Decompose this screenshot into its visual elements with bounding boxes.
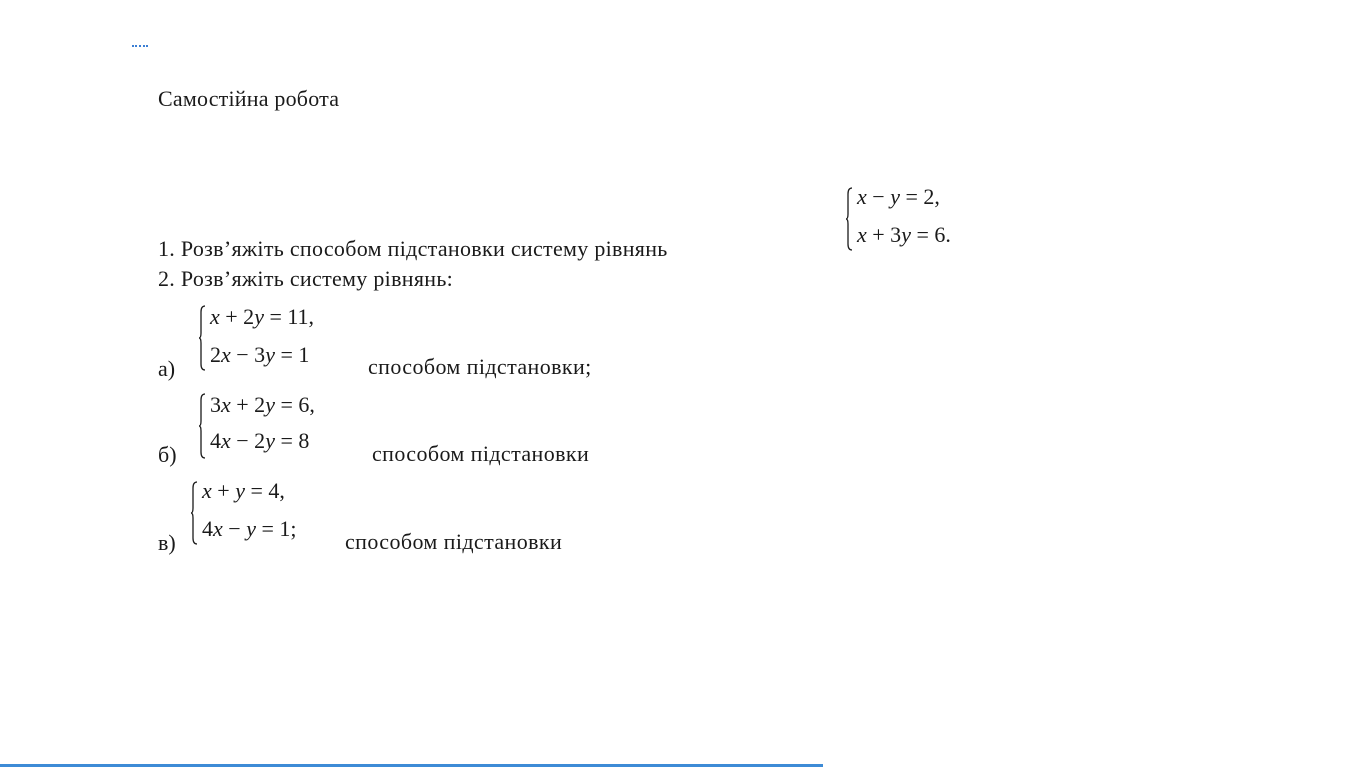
equation-line: 4x − y = 1; — [202, 516, 297, 541]
equation-line: x + 2y = 11, — [210, 304, 315, 329]
part-label: а) — [158, 356, 176, 381]
brace-icon — [190, 480, 198, 546]
equation-line: x + y = 4, — [202, 478, 285, 503]
part-label: б) — [158, 442, 177, 467]
system-a — [198, 304, 358, 372]
equation-line: 4x − 2y = 8 — [210, 428, 310, 453]
method-text: способом підстановки — [345, 529, 563, 554]
task-1-system — [845, 186, 995, 252]
brace-icon — [198, 304, 206, 372]
equation-line: 2x − 3y = 1 — [210, 342, 310, 367]
equation-line: x − y = 2, — [857, 184, 940, 209]
page-title: Самостійна робота — [158, 86, 340, 111]
brace-icon — [198, 392, 206, 460]
method-text: способом підстановки — [372, 441, 590, 466]
brace-icon — [845, 186, 853, 252]
system-b — [198, 392, 363, 460]
part-label: в) — [158, 530, 176, 555]
equation-line: 3x + 2y = 6, — [210, 392, 315, 417]
bottom-line — [0, 764, 823, 767]
equation-line: x + 3y = 6. — [857, 222, 951, 247]
corner-mark — [132, 45, 148, 50]
task-2-text: 2. Розв’яжіть систему рівнянь: — [158, 266, 454, 291]
method-text: способом підстановки; — [368, 354, 592, 379]
system-c — [190, 480, 340, 546]
task-1-text: 1. Розв’яжіть способом підстановки систему рівнянь — [158, 236, 668, 261]
